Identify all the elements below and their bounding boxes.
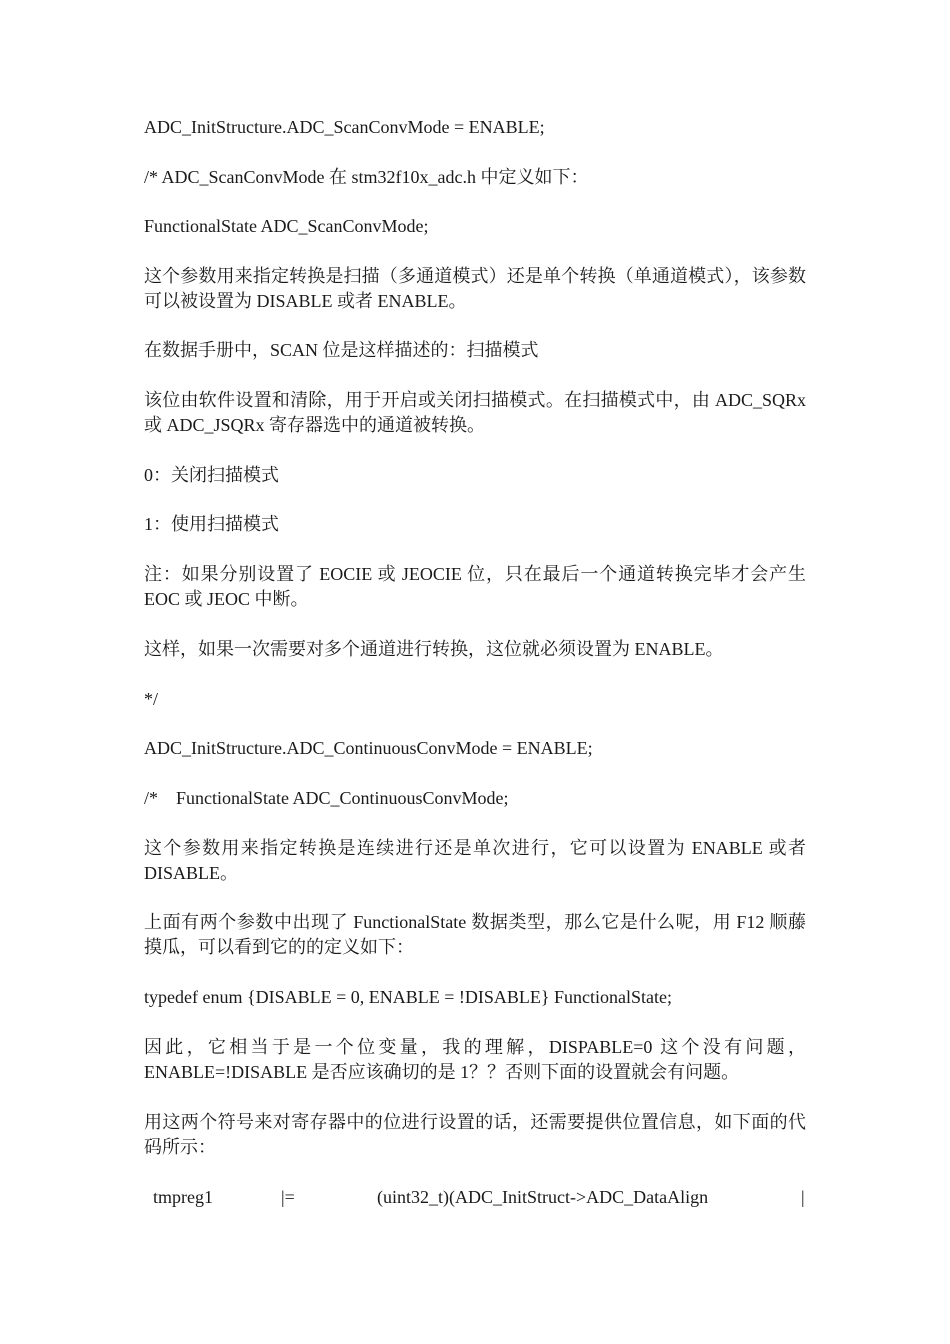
paragraph-scan-bit-description: 该位由软件设置和清除，用于开启或关闭扫描模式。在扫描模式中，由 ADC_SQRx 或 ADC_JSQRx 寄存器选中的通道被转换。 — [144, 390, 806, 435]
code-line-scan-mode: ADC_InitStructure.ADC_ScanConvMode = ENABLE; — [144, 117, 545, 137]
code-line-tmpreg1 — [144, 1185, 806, 1210]
comment-scan-mode-definition: /* ADC_ScanConvMode 在 stm32f10x_adc.h 中定义如下： — [144, 167, 589, 187]
paragraph-scan-bit-heading: 在数据手册中，SCAN 位是这样描述的：扫描模式 — [144, 340, 539, 360]
code-line-continuous-mode: ADC_InitStructure.ADC_ContinuousConvMode = ENABLE; — [144, 738, 593, 758]
list-item-scan-off: 0：关闭扫描模式 — [144, 465, 279, 485]
comment-close: */ — [144, 689, 159, 709]
code-pipe: | — [801, 1187, 805, 1207]
paragraph-continuous-mode-description: 这个参数用来指定转换是连续进行还是单次进行，它可以设置为 ENABLE 或者 DISABLE。 — [144, 838, 806, 883]
paragraph-functionalstate-question: 上面有两个参数中出现了 FunctionalState 数据类型，那么它是什么呢，用 F12 顺藤摸瓜，可以看到它的的定义如下： — [144, 912, 806, 957]
paragraph-multi-channel: 这样，如果一次需要对多个通道进行转换，这位就必须设置为 ENABLE。 — [144, 639, 724, 659]
code-typedef-functionalstate: typedef enum {DISABLE = 0, ENABLE = !DISABLE} FunctionalState; — [144, 987, 673, 1007]
paragraph-scan-mode-description: 这个参数用来指定转换是扫描（多通道模式）还是单个转换（单通道模式），该参数可以被设置为 DISABLE 或者 ENABLE。 — [144, 266, 806, 311]
paragraph-bit-position-intro: 用这两个符号来对寄存器中的位进行设置的话，还需要提供位置信息，如下面的代码所示： — [144, 1112, 806, 1157]
code-operator: |= — [281, 1187, 295, 1207]
paragraph-bit-variable-discussion: 因此，它相当于是一个位变量，我的理解，DISPABLE=0 这个没有问题，ENABLE=!DISABLE 是否应该确切的是 1？？否则下面的设置就会有问题。 — [144, 1037, 806, 1082]
code-expression: (uint32_t)(ADC_InitStruct->ADC_DataAlign — [377, 1187, 709, 1207]
comment-continuous-mode-declaration: /* FunctionalState ADC_ContinuousConvMode; — [144, 788, 509, 808]
list-item-scan-on: 1：使用扫描模式 — [144, 514, 279, 534]
code-declaration-scan-mode: FunctionalState ADC_ScanConvMode; — [144, 216, 429, 236]
paragraph-note-interrupt: 注：如果分别设置了 EOCIE 或 JEOCIE 位，只在最后一个通道转换完毕才会产生 EOC 或 JEOC 中断。 — [144, 564, 806, 609]
code-var: tmpreg1 — [153, 1187, 213, 1207]
